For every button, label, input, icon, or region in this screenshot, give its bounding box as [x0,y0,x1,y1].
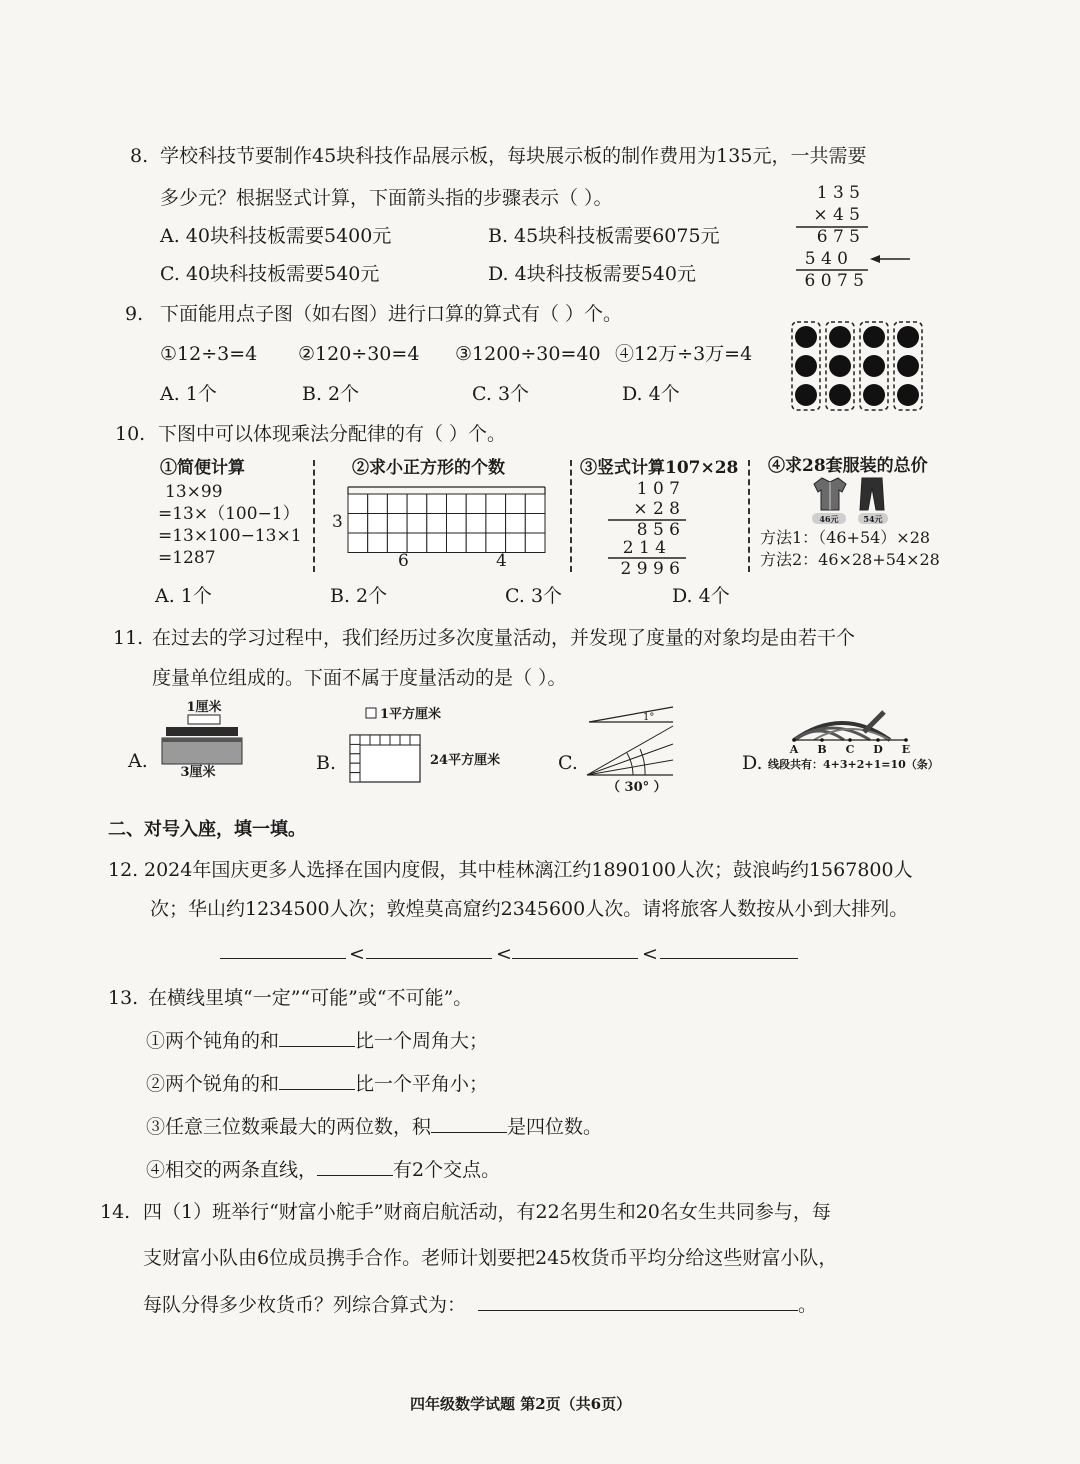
calc-line: 2 9 9 6 [620,559,680,578]
q14-stem-line3 [143,1292,817,1317]
q8-vertical-calculation [790,178,920,293]
q10-option-a[interactable]: A. 1个 [155,585,212,607]
q10-option-d[interactable]: D. 4个 [672,585,730,607]
trousers-price: 54元 [863,514,883,524]
q13-item-4 [146,1157,500,1182]
q13-number: 13. [108,987,139,1009]
q10-panel1-line: 13×99 [165,482,223,502]
segment-point [876,738,880,742]
q13-item-text: 有2个交点。 [393,1159,501,1181]
q11-option-c-figure[interactable] [585,698,685,796]
grid-cell [427,494,447,514]
dot [863,326,885,348]
q9-formula-1: ①12÷3=4 [160,343,258,365]
q11-option-c-label[interactable]: C. [558,752,578,774]
q14-stem-line1: 四（1）班举行“财富小舵手”财商启航活动，有22名男生和20名女生共同参与，每 [143,1201,831,1223]
q12-answer-blank-2[interactable] [366,958,492,959]
segment-count-formula: 线段共有：4+3+2+1=10（条） [768,758,939,771]
segment-point-label: A [789,743,799,756]
arrow-left-icon [870,255,910,263]
ruler-unit-label: 1厘米 [186,700,222,715]
q10-panel2-title: ②求小正方形的个数 [352,458,505,478]
grid-cell [368,514,388,534]
unit-square-label: 1平方厘米 [380,707,442,722]
q13-item-3 [146,1114,602,1139]
q8-option-b[interactable]: B. 45块科技板需要6075元 [488,225,720,247]
q12-stem-line1: 2024年国庆更多人选择在国内度假，其中桂林漓江约1890100人次；鼓浪屿约1567800人 [144,859,913,881]
grid-cell [486,514,506,534]
q10-grid-figure [328,480,558,575]
segment-point-label: D [873,743,883,756]
q9-option-a[interactable]: A. 1个 [160,383,217,405]
q10-panel1-line: =13×100−13×1 [158,526,302,546]
q8-number: 8. [130,145,149,167]
q13-item-text: 比一个平角小； [355,1073,489,1095]
q10-panel3-title: ③竖式计算107×28 [580,458,739,478]
q13-item-text: 是四位数。 [507,1116,603,1138]
q10-option-c[interactable]: C. 3个 [505,585,563,607]
segment-point [848,738,852,742]
grid-cell [447,533,467,553]
q14-prompt: 每队分得多少枚货币？列综合算式为： [143,1294,467,1316]
calc-line: 1 3 5 [816,183,860,203]
calc-line: 2 1 4 [622,538,666,558]
less-than-sign: < [496,943,512,965]
grid-cell [506,494,526,514]
q13-item-text: ②两个锐角的和 [146,1073,280,1095]
q13-item-text: ①两个钝角的和 [146,1030,280,1052]
grid-cell [447,514,467,534]
q13-answer-blank-2[interactable] [279,1071,355,1090]
q10-panel1-title: ①简便计算 [160,458,245,478]
dot [829,384,851,406]
q9-formula-4: ④12万÷3万=4 [615,343,753,365]
calc-line: 8 5 6 [636,520,680,540]
q13-item-text: ③任意三位数乘最大的两位数，积 [146,1116,432,1138]
dot [795,326,817,348]
q10-option-b[interactable]: B. 2个 [330,585,388,607]
grid-label-right: 4 [496,551,507,571]
segment-point [792,738,796,742]
unit-square [350,773,360,782]
calc-line: × 2 8 [633,499,680,519]
grid-cell [486,494,506,514]
grid-cell [506,514,526,534]
grid-cell [368,533,388,553]
segment-point [820,738,824,742]
dot [829,326,851,348]
grid-cell [407,514,427,534]
q12-answer-blank-4[interactable] [660,958,798,959]
q9-stem: 下面能用点子图（如右图）进行口算的算式有（ ）个。 [160,303,623,325]
unit-square [410,735,420,745]
grid-cell [348,514,368,534]
q11-option-d-label[interactable]: D. [742,752,763,774]
grid-cell [368,494,388,514]
q14-answer-blank[interactable] [478,1292,798,1311]
dot [795,355,817,377]
q12-stem-line2: 次；华山约1234500人次；敦煌莫高窟约2345600人次。请将旅客人数按从小到大排列。 [150,898,909,920]
grid-cell [407,533,427,553]
dot [897,326,919,348]
grid-cell [506,533,526,553]
grid-cell [387,494,407,514]
grid-cell [387,514,407,534]
q14-number: 14. [100,1201,131,1223]
q11-option-d-figure[interactable] [764,704,954,776]
dot [795,384,817,406]
unit-square [390,735,400,745]
q14-period: 。 [798,1294,818,1316]
q9-number: 9. [125,303,144,325]
q8-option-c[interactable]: C. 40块科技板需要540元 [160,263,380,285]
q11-stem-line1: 在过去的学习过程中，我们经历过多次度量活动，并发现了度量的对象均是由若干个 [152,627,856,649]
grid-cell [466,514,486,534]
q10-panel1-line: =1287 [158,548,216,568]
grid-cell [525,514,545,534]
q11-option-a-figure[interactable] [158,696,250,782]
grid-cell [525,494,545,514]
q10-clothing-figure [808,474,898,526]
panel-divider [748,460,750,572]
section-heading: 二、对号入座，填一填。 [108,819,306,840]
q9-dot-diagram [788,320,928,412]
q9-formula-2: ②120÷30=4 [298,343,420,365]
grid-cell [466,533,486,553]
q9-option-b[interactable]: B. 2个 [302,383,360,405]
dot [863,384,885,406]
q10-vertical-calculation [600,478,700,578]
trousers-icon [860,478,884,510]
q11-option-a-label[interactable]: A. [128,750,148,772]
grid-cell [427,533,447,553]
q13-answer-blank-4[interactable] [317,1157,393,1176]
grid-cell [486,533,506,553]
total-angle-label: （ 30° ） [607,780,667,795]
panel-divider [570,460,572,572]
grid-cell [525,533,545,553]
q10-stem: 下图中可以体现乘法分配律的有（ ）个。 [158,423,507,445]
unit-square [360,735,370,745]
calc-line: 6 7 5 [816,227,860,247]
unit-square [380,735,390,745]
dot [829,355,851,377]
segment-point-label: E [901,743,911,756]
unit-square [400,735,410,745]
grid-cell [407,494,427,514]
page-footer: 四年级数学试题 第2页（共6页） [410,1395,632,1413]
q10-panel4-method2: 方法2：46×28+54×28 [760,550,940,569]
q9-option-d[interactable]: D. 4个 [622,383,680,405]
less-than-sign: < [349,943,365,965]
q9-option-c[interactable]: C. 3个 [472,383,530,405]
dot [897,355,919,377]
shirt-price: 46元 [819,514,839,524]
q8-stem-line1: 学校科技节要制作45块科技作品展示板，每块展示板的制作费用为135元，一共需要 [160,145,867,167]
calc-line: 1 0 7 [636,479,680,499]
q9-formula-3: ③1200÷30=40 [455,343,601,365]
grid-cell [447,494,467,514]
grid-label-left: 6 [398,551,409,571]
q8-stem-line2: 多少元？根据竖式计算，下面箭头指的步骤表示（ ）。 [160,187,613,209]
unit-square [350,754,360,763]
area-label: 24平方厘米 [430,753,501,768]
q11-option-b-label[interactable]: B. [316,752,337,774]
dot [897,384,919,406]
unit-square [370,735,380,745]
q13-answer-blank-3[interactable] [431,1114,507,1133]
q12-number: 12. [108,859,139,881]
q10-panel4-title: ④求28套服装的总价 [768,456,928,476]
q12-answer-blank-3[interactable] [512,958,638,959]
calc-line: 6 0 7 5 [804,271,864,291]
dot [863,355,885,377]
q11-stem-line2: 度量单位组成的。下面不属于度量活动的是（ ）。 [152,667,567,689]
q13-item-text: ④相交的两条直线， [146,1159,318,1181]
q8-option-d[interactable]: D. 4块科技板需要540元 [488,263,696,285]
calc-line: 5 4 0 [804,249,848,269]
panel-divider [313,460,315,572]
q13-answer-blank-1[interactable] [279,1028,355,1047]
ruler-length-label: 3厘米 [180,765,216,780]
unit-square [350,763,360,772]
q13-stem: 在横线里填“一定”“可能”或“不可能”。 [148,987,473,1009]
segment-point-label: B [817,743,827,756]
q10-panel1-line: =13×（100−1） [158,504,300,524]
less-than-sign: < [642,943,658,965]
q11-option-b-figure[interactable] [346,700,536,788]
grid-cell [387,533,407,553]
q14-stem-line2: 支财富小队由6位成员携手合作。老师计划要把245枚货币平均分给这些财富小队， [143,1247,838,1269]
q13-item-1 [146,1028,488,1053]
q10-panel4-method1: 方法1：（46+54）×28 [760,528,931,547]
grid-cell [348,533,368,553]
grid-cell [427,514,447,534]
q8-option-a[interactable]: A. 40块科技板需要5400元 [160,225,392,247]
q10-number: 10. [115,423,146,445]
q13-item-2 [146,1071,488,1096]
grid-cell [348,494,368,514]
q12-answer-blank-1[interactable] [220,958,346,959]
calc-line: × 4 5 [813,205,860,225]
grid-label-rows: 3 [332,512,343,532]
grid-cell [466,494,486,514]
unit-angle-label: 1° [643,712,655,723]
segment-point [904,738,908,742]
shirt-icon [814,478,846,510]
q13-item-text: 比一个周角大； [355,1030,489,1052]
unit-square [350,744,360,753]
unit-square [350,735,360,745]
q11-number: 11. [113,627,144,649]
segment-point-label: C [845,743,855,756]
